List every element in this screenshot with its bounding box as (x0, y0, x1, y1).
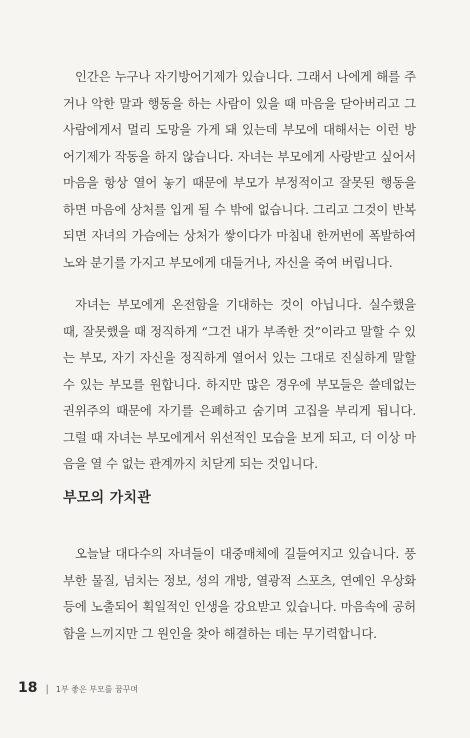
footer-separator: | (45, 684, 49, 695)
page-footer (18, 680, 138, 696)
section-heading: 부모의 가치관 (63, 490, 152, 506)
body-paragraph-3: 오늘날 대다수의 자녀들이 대중매체에 길들여지고 있습니다. 풍부한 물질, 넘치는 정보, 성의 개방, 열광적 스포츠, 연예인 우상화 등에 노출되어 획일적인 인생을 강요받고 있습니다. 마음속에 공허함을 느끼지만 그 원인을 찾아 해결하는 데는 무기력합니다. (63, 546, 416, 641)
body-paragraph-2: 자녀는 부모에게 온전함을 기대하는 것이 아닙니다. 실수했을 때, 잘못했을 때 정직하게 “그건 내가 부족한 것”이라고 말할 수 있는 부모, 자기 자신을 정직하게 열어서 있는 그대로 진실하게 말할 수 있는 부모를 원합니다. 하지만 많은 경우에 부모들은 쓸데없는 권위주의 때문에 자기를 은폐하고 숨기며 고집을 부리게 됩니다. 그럴 때 자녀는 부모에게서 위선적인 모습을 보게 되고, 더 이상 마음을 열 수 없는 관계까지 치닫게 되는 것입니다. (63, 297, 416, 471)
page-number: 18 (18, 680, 38, 696)
body-paragraph-1: 인간은 누구나 자기방어기제가 있습니다. 그래서 나에게 해를 주거나 악한 말과 행동을 하는 사람이 있을 때 마음을 닫아버리고 그 사람에게서 멀리 도망을 가게 돼 있는데 부모에 대해서는 이런 방어기제가 작동을 하지 않습니다. 자녀는 부모에게 사랑받고 싶어서 마음을 항상 열어 놓기 때문에 부모가 부정적이고 잘못된 행동을 하면 마음에 상처를 입게 될 수 밖에 없습니다. 그리고 그것이 반복되면 자녀의 가슴에는 상처가 쌓이다가 마침내 한꺼번에 폭발하여 노와 분기를 가지고 부모에게 대들거나, 자신을 죽여 버립니다. (63, 69, 416, 270)
running-head: 1부 좋은 부모를 꿈꾸며 (55, 685, 139, 694)
